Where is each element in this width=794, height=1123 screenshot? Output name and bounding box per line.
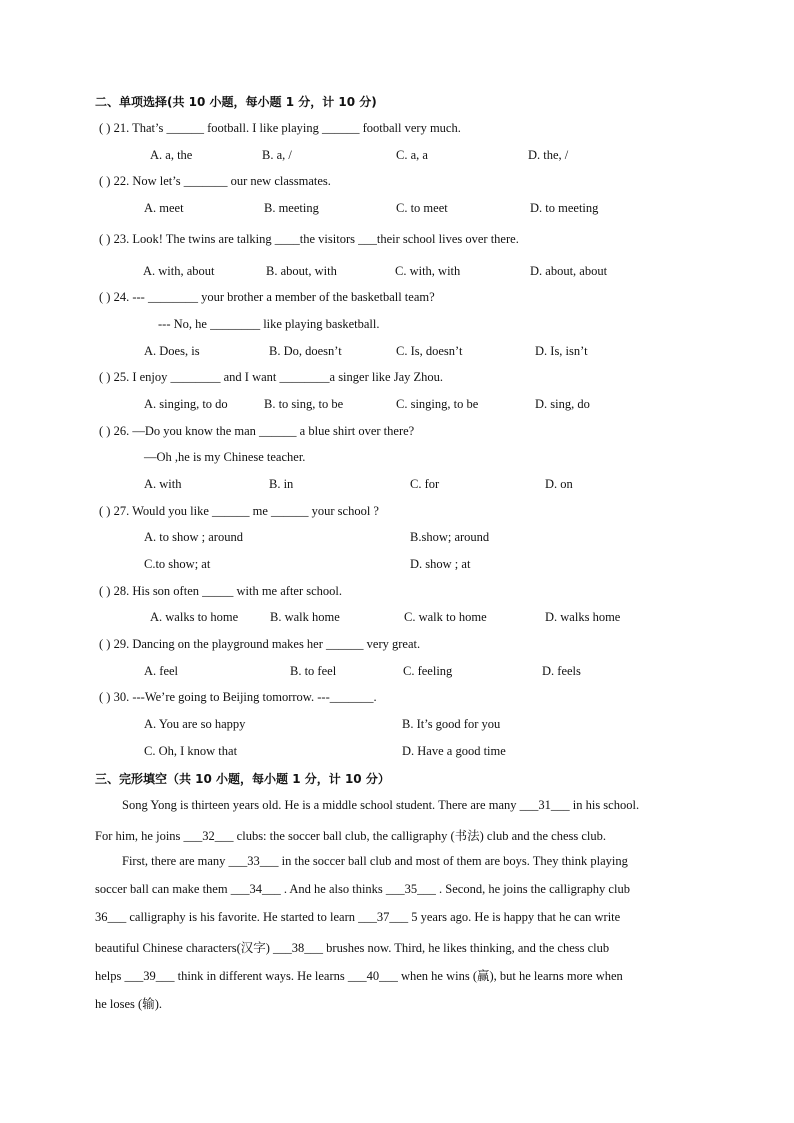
question-22-stem: ( ) 22. Now let’s _______ our new classmates. (99, 174, 331, 188)
q23-option-a[interactable]: A. with, about (143, 264, 215, 278)
q28-option-c[interactable]: C. walk to home (404, 610, 487, 624)
q26-option-a[interactable]: A. with (144, 477, 182, 491)
passage-line: For him, he joins ___32___ clubs: the soccer ball club, the calligraphy (书法) club and the chess club. (95, 829, 606, 843)
passage-line: First, there are many ___33___ in the soccer ball club and most of them are boys. They think playing (122, 854, 628, 868)
question-24-response: --- No, he ________ like playing basketball. (158, 317, 380, 331)
passage-line: helps ___39___ think in different ways. He learns ___40___ when he wins (赢), but he learns more when (95, 969, 623, 983)
q24-option-a[interactable]: A. Does, is (144, 344, 200, 358)
question-24-stem: ( ) 24. --- ________ your brother a member of the basketball team? (99, 290, 435, 304)
q30-option-c[interactable]: C. Oh, I know that (144, 744, 238, 758)
q25-option-c[interactable]: C. singing, to be (396, 397, 479, 411)
q24-option-d[interactable]: D. Is, isn’t (535, 344, 588, 358)
q24-option-c[interactable]: C. Is, doesn’t (396, 344, 463, 358)
q22-option-a[interactable]: A. meet (144, 201, 184, 215)
q28-option-d[interactable]: D. walks home (545, 610, 621, 624)
q23-option-d[interactable]: D. about, about (530, 264, 608, 278)
q26-option-c[interactable]: C. for (410, 477, 440, 491)
q26-option-d[interactable]: D. on (545, 477, 573, 491)
q28-option-b[interactable]: B. walk home (270, 610, 340, 624)
q25-option-b[interactable]: B. to sing, to be (264, 397, 344, 411)
question-26-response: —Oh ,he is my Chinese teacher. (144, 450, 306, 464)
q27-option-b[interactable]: B.show; around (410, 530, 490, 544)
q27-option-c[interactable]: C.to show; at (144, 557, 211, 571)
q23-option-c[interactable]: C. with, with (395, 264, 461, 278)
q21-option-d[interactable]: D. the, / (528, 148, 569, 162)
question-25-stem: ( ) 25. I enjoy ________ and I want ________a singer like Jay Zhou. (99, 370, 444, 384)
q27-option-a[interactable]: A. to show ; around (144, 530, 243, 544)
q27-option-d[interactable]: D. show ; at (410, 557, 471, 571)
q28-option-a[interactable]: A. walks to home (150, 610, 239, 624)
q29-option-b[interactable]: B. to feel (290, 664, 337, 678)
q21-option-c[interactable]: C. a, a (396, 148, 428, 162)
passage-line: beautiful Chinese characters(汉字) ___38___ brushes now. Third, he likes thinking, and the chess club (95, 941, 610, 955)
question-21-stem: ( ) 21. That’s ______ football. I like playing ______ football very much. (99, 121, 461, 135)
q30-option-b[interactable]: B. It’s good for you (402, 717, 501, 731)
q24-option-b[interactable]: B. Do, doesn’t (269, 344, 342, 358)
q22-option-c[interactable]: C. to meet (396, 201, 448, 215)
q30-option-d[interactable]: D. Have a good time (402, 744, 506, 758)
q21-option-b[interactable]: B. a, / (262, 148, 292, 162)
question-29-stem: ( ) 29. Dancing on the playground makes her ______ very great. (99, 637, 421, 651)
q23-option-b[interactable]: B. about, with (266, 264, 337, 278)
question-26-stem: ( ) 26. —Do you know the man ______ a blue shirt over there? (99, 424, 415, 438)
question-30-stem: ( ) 30. ---We’re going to Beijing tomorrow. ---_______. (99, 690, 377, 704)
section2-heading: 二、单项选择(共 10 小题，每小题 1 分，计 10 分) (95, 95, 377, 109)
passage-line: he loses (输). (95, 997, 162, 1011)
q29-option-a[interactable]: A. feel (144, 664, 179, 678)
passage-line: soccer ball can make them ___34___ . And he also thinks ___35___ . Second, he joins the calligraphy club (95, 882, 630, 896)
question-28-stem: ( ) 28. His son often _____ with me after school. (99, 584, 343, 598)
question-27-stem: ( ) 27. Would you like ______ me ______ your school ? (99, 504, 379, 518)
section3-heading: 三、完形填空（共 10 小题，每小题 1 分，计 10 分） (95, 772, 390, 786)
q22-option-b[interactable]: B. meeting (264, 201, 319, 215)
q22-option-d[interactable]: D. to meeting (530, 201, 599, 215)
q21-option-a[interactable]: A. a, the (150, 148, 193, 162)
q25-option-d[interactable]: D. sing, do (535, 397, 590, 411)
passage-line: Song Yong is thirteen years old. He is a middle school student. There are many ___31___ in his school. (122, 798, 640, 812)
passage-line: 36___ calligraphy is his favorite. He started to learn ___37___ 5 years ago. He is happy that he can write (95, 910, 621, 924)
q29-option-d[interactable]: D. feels (542, 664, 581, 678)
q26-option-b[interactable]: B. in (269, 477, 294, 491)
q25-option-a[interactable]: A. singing, to do (144, 397, 228, 411)
q29-option-c[interactable]: C. feeling (403, 664, 453, 678)
question-23-stem: ( ) 23. Look! The twins are talking ____the visitors ___their school lives over there. (99, 232, 519, 246)
q30-option-a[interactable]: A. You are so happy (144, 717, 246, 731)
